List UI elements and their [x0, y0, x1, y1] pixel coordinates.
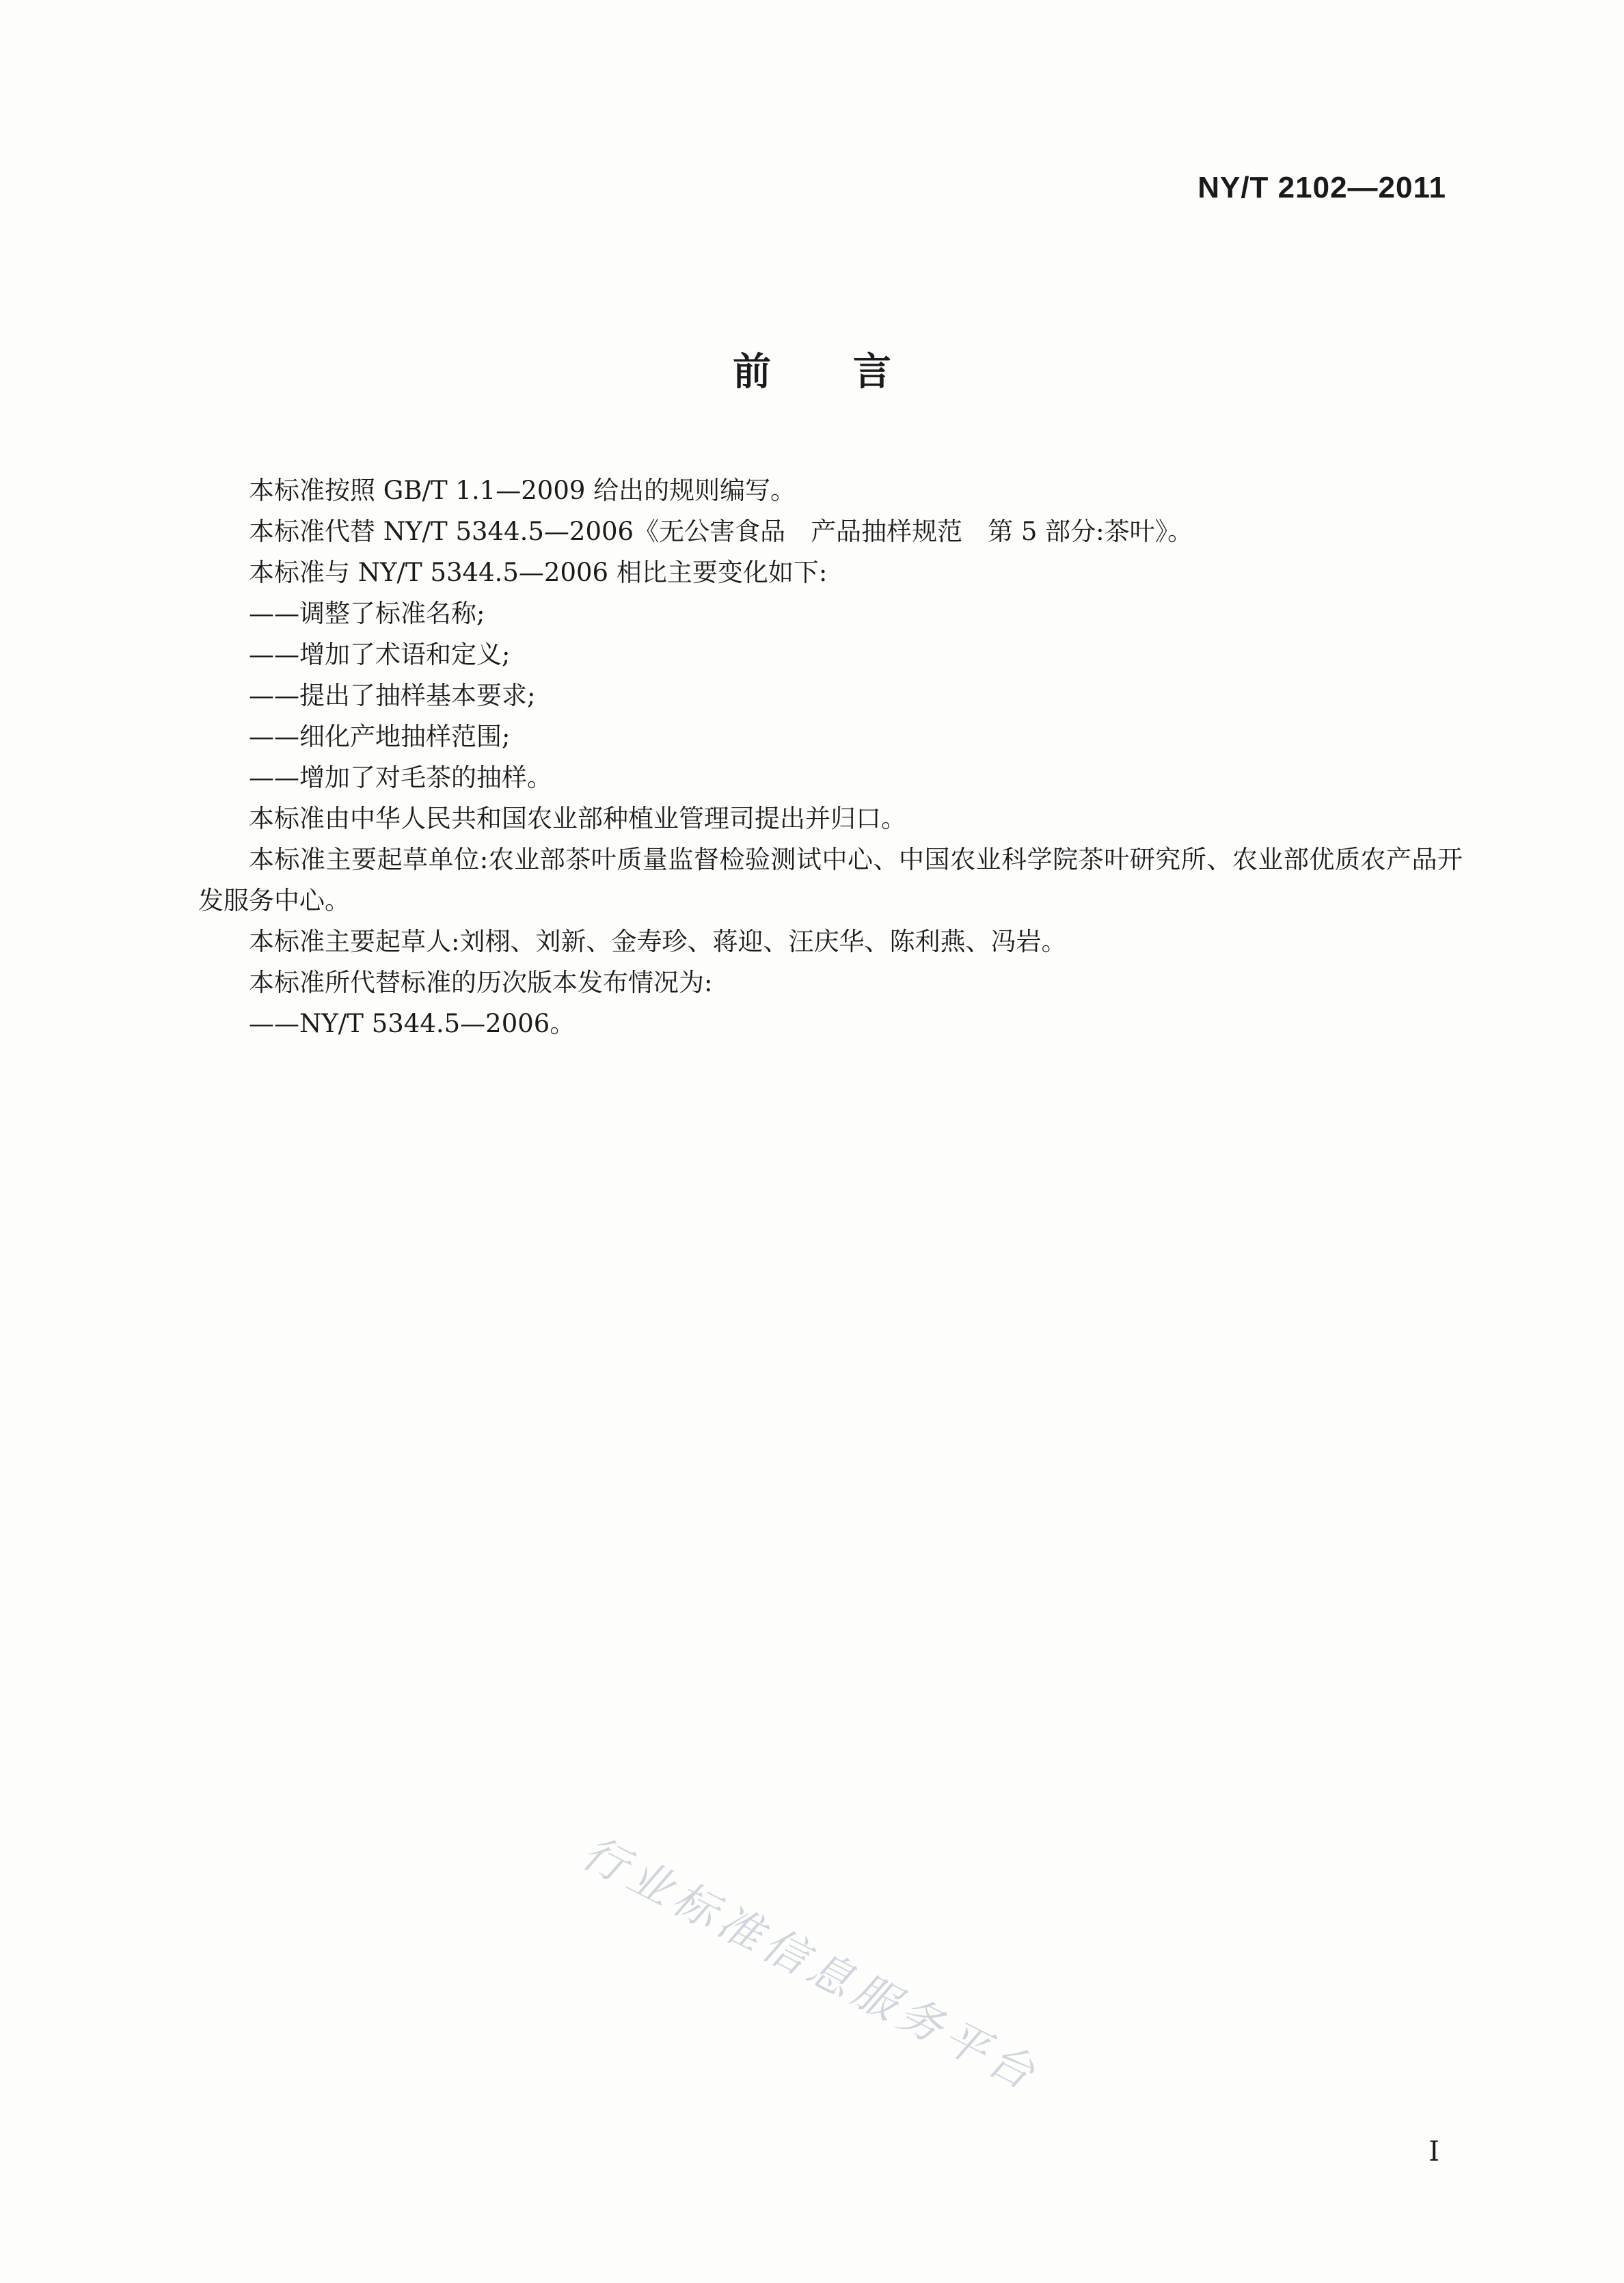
- paragraph-drafting-rules: 本标准按照 GB/T 1.1—2009 给出的规则编写。: [249, 476, 796, 505]
- change-item: ——增加了术语和定义;: [249, 640, 511, 669]
- change-item: ——细化产地抽样范围;: [249, 722, 511, 751]
- standard-number: NY/T 2102—2011: [1197, 171, 1446, 204]
- watermark: 行业标准信息服务平台: [573, 1827, 1048, 2103]
- page-title: 前言: [733, 350, 973, 394]
- page-number: I: [1429, 2136, 1439, 2167]
- change-item: ——增加了对毛茶的抽样。: [249, 763, 552, 792]
- change-item: ——调整了标准名称;: [249, 599, 485, 628]
- previous-version-item: ——NY/T 5344.5—2006。: [249, 1009, 576, 1038]
- paragraph-drafting-units: 本标准主要起草单位:农业部茶叶质量监督检验测试中心、中国农业科学院茶叶研究所、农业部优质农产品开发服务中心。: [198, 845, 1463, 915]
- change-item: ——提出了抽样基本要求;: [249, 681, 536, 710]
- paragraph-version-history: 本标准所代替标准的历次版本发布情况为:: [249, 968, 713, 997]
- paragraph-main-changes: 本标准与 NY/T 5344.5—2006 相比主要变化如下:: [249, 558, 828, 587]
- paragraph-replaces: 本标准代替 NY/T 5344.5—2006《无公害食品 产品抽样规范 第 5 部分:茶叶》。: [249, 517, 1193, 546]
- foreword-body: [198, 470, 1463, 1044]
- paragraph-proposed-by: 本标准由中华人民共和国农业部种植业管理司提出并归口。: [249, 804, 906, 833]
- paragraph-drafters: 本标准主要起草人:刘栩、刘新、金寿珍、蒋迎、汪庆华、陈利燕、冯岩。: [249, 927, 1067, 956]
